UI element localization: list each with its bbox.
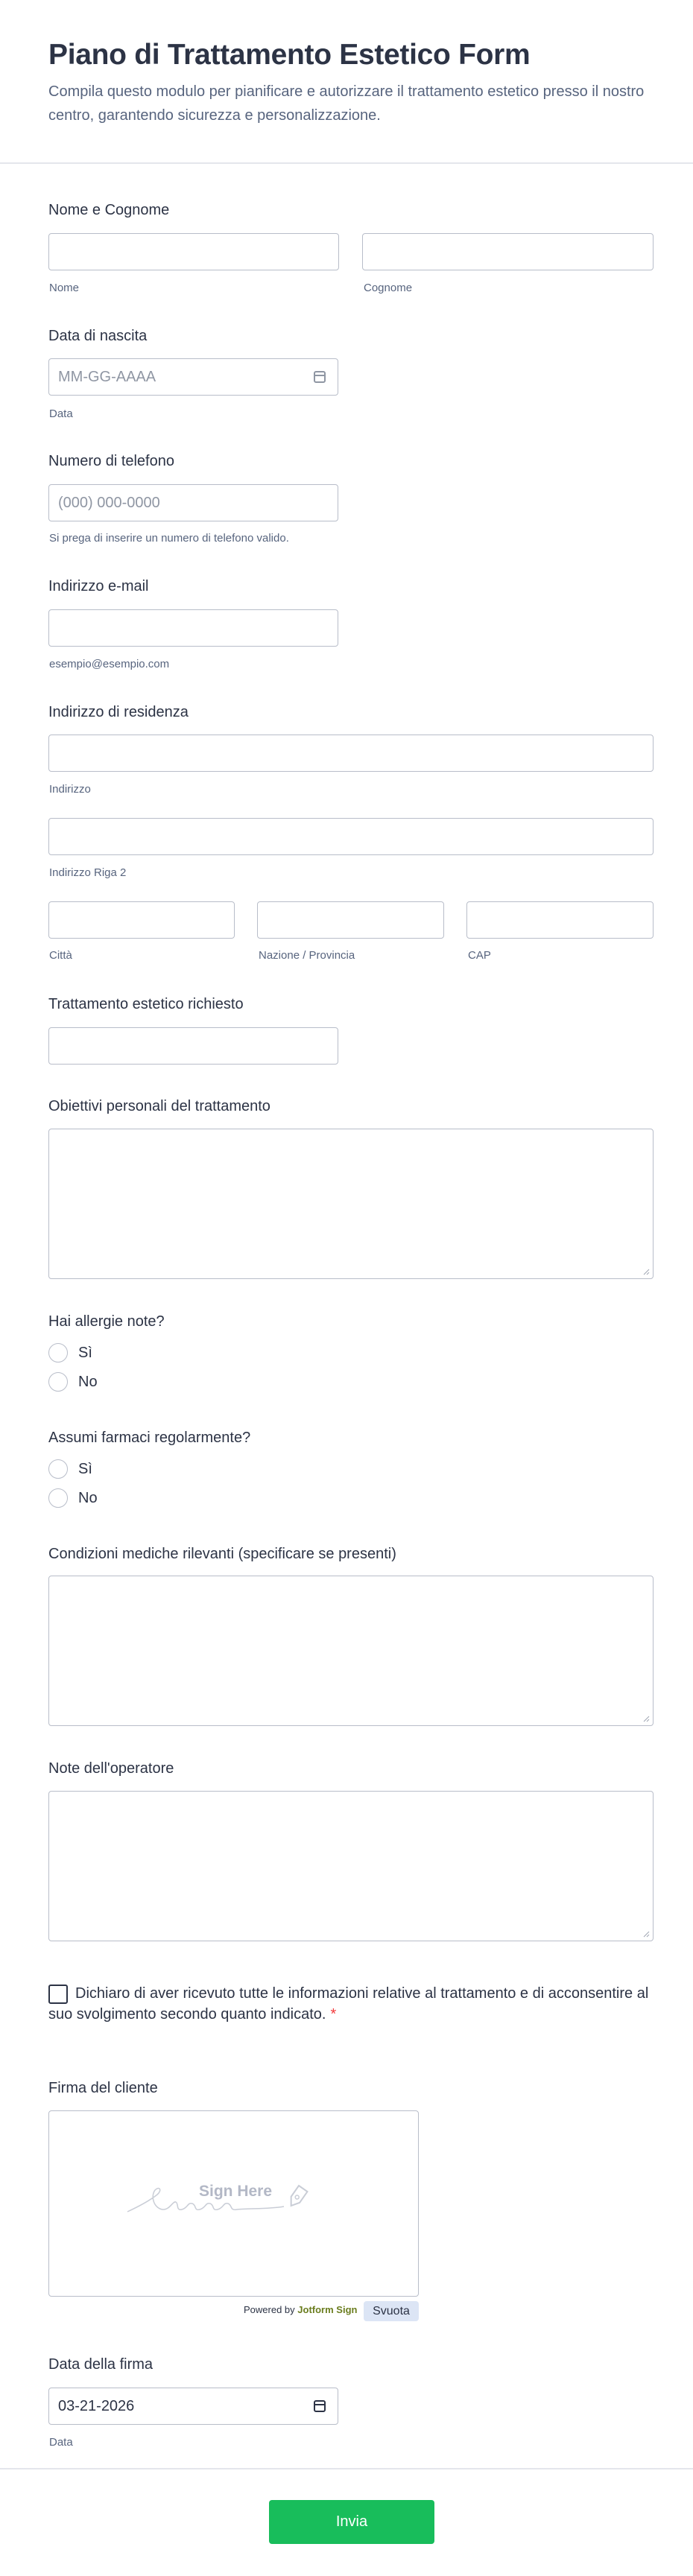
allergies-option-yes[interactable]	[48, 1342, 92, 1364]
first-name-sublabel: Nome	[49, 282, 80, 294]
city-input[interactable]	[48, 901, 235, 939]
signature-date-label: Data della firma	[48, 2356, 154, 2373]
powered-prefix: Powered by	[244, 2304, 295, 2315]
radio-button[interactable]	[48, 1488, 68, 1508]
signature-date-input[interactable]	[48, 2388, 338, 2425]
address-line2-input[interactable]	[48, 818, 654, 855]
consent-label	[48, 1983, 659, 2025]
submit-button[interactable]: Invia	[269, 2500, 434, 2544]
conditions-label: Condizioni mediche rilevanti (specificare se presenti)	[48, 1546, 396, 1562]
resize-grip-icon[interactable]	[642, 1930, 650, 1938]
clear-signature-button[interactable]: Svuota	[364, 2301, 419, 2321]
medications-option-yes-label: Sì	[78, 1460, 92, 1477]
address-line1-input[interactable]	[48, 735, 654, 772]
goals-textarea[interactable]	[48, 1129, 654, 1279]
medications-label: Assumi farmaci regolarmente?	[48, 1430, 251, 1446]
birth-date-input[interactable]	[48, 358, 338, 396]
powered-brand: Jotform Sign	[297, 2304, 358, 2315]
email-input[interactable]	[48, 609, 338, 647]
birth-date-label: Data di nascita	[48, 328, 148, 344]
required-marker: *	[330, 2006, 337, 2023]
calendar-icon[interactable]	[314, 371, 326, 383]
phone-sublabel: Si prega di inserire un numero di telefono valido.	[49, 532, 289, 545]
address-label: Indirizzo di residenza	[48, 704, 189, 720]
allergies-option-yes-label: Sì	[78, 1344, 92, 1361]
state-input[interactable]	[257, 901, 444, 939]
operator-notes-label: Note dell'operatore	[48, 1760, 174, 1777]
radio-button[interactable]	[48, 1459, 68, 1479]
last-name-sublabel: Cognome	[364, 282, 413, 294]
city-sublabel: Città	[49, 949, 72, 962]
signature-placeholder: Sign Here	[199, 2183, 273, 2200]
signature-pad[interactable]	[48, 2110, 419, 2297]
full-name-label: Nome e Cognome	[48, 202, 170, 218]
last-name-input[interactable]	[362, 233, 654, 270]
powered-by-text	[244, 2304, 357, 2315]
conditions-textarea[interactable]	[48, 1576, 654, 1726]
medications-option-yes[interactable]	[48, 1458, 92, 1480]
consent-text: Dichiaro di aver ricevuto tutte le informazioni relative al trattamento e di acconsentire al suo svolgimento secondo quanto indicato.	[48, 1985, 649, 2023]
email-label: Indirizzo e-mail	[48, 578, 149, 594]
medications-option-no-label: No	[78, 1489, 98, 1506]
radio-button[interactable]	[48, 1343, 68, 1362]
address-line1-sublabel: Indirizzo	[49, 783, 91, 796]
treatment-input[interactable]	[48, 1027, 338, 1065]
allergies-option-no-label: No	[78, 1373, 98, 1390]
form-title: Piano di Trattamento Estetico Form	[48, 39, 531, 71]
phone-label: Numero di telefono	[48, 453, 174, 469]
birth-date-sublabel: Data	[49, 407, 73, 420]
form-header	[0, 0, 693, 164]
zip-input[interactable]	[466, 901, 654, 939]
address-line2-sublabel: Indirizzo Riga 2	[49, 866, 127, 879]
allergies-label: Hai allergie note?	[48, 1313, 165, 1330]
state-sublabel: Nazione / Provincia	[259, 949, 355, 962]
form-subtitle: Compila questo modulo per pianificare e autorizzare il trattamento estetico presso il nostro centro, garantendo sicurezza e personalizzazione.	[48, 83, 645, 124]
operator-notes-textarea[interactable]	[48, 1791, 654, 1941]
zip-sublabel: CAP	[468, 949, 491, 962]
first-name-input[interactable]	[48, 233, 339, 270]
medications-option-no[interactable]	[48, 1487, 98, 1509]
treatment-label: Trattamento estetico richiesto	[48, 996, 244, 1012]
calendar-icon[interactable]	[314, 2400, 326, 2412]
resize-grip-icon[interactable]	[642, 1268, 650, 1275]
signature-date-sublabel: Data	[49, 2436, 73, 2449]
goals-label: Obiettivi personali del trattamento	[48, 1098, 270, 1114]
email-sublabel: esempio@esempio.com	[49, 658, 170, 670]
radio-button[interactable]	[48, 1372, 68, 1392]
phone-input[interactable]	[48, 484, 338, 521]
allergies-option-no[interactable]	[48, 1371, 98, 1393]
resize-grip-icon[interactable]	[642, 1715, 650, 1722]
signature-label: Firma del cliente	[48, 2080, 158, 2096]
